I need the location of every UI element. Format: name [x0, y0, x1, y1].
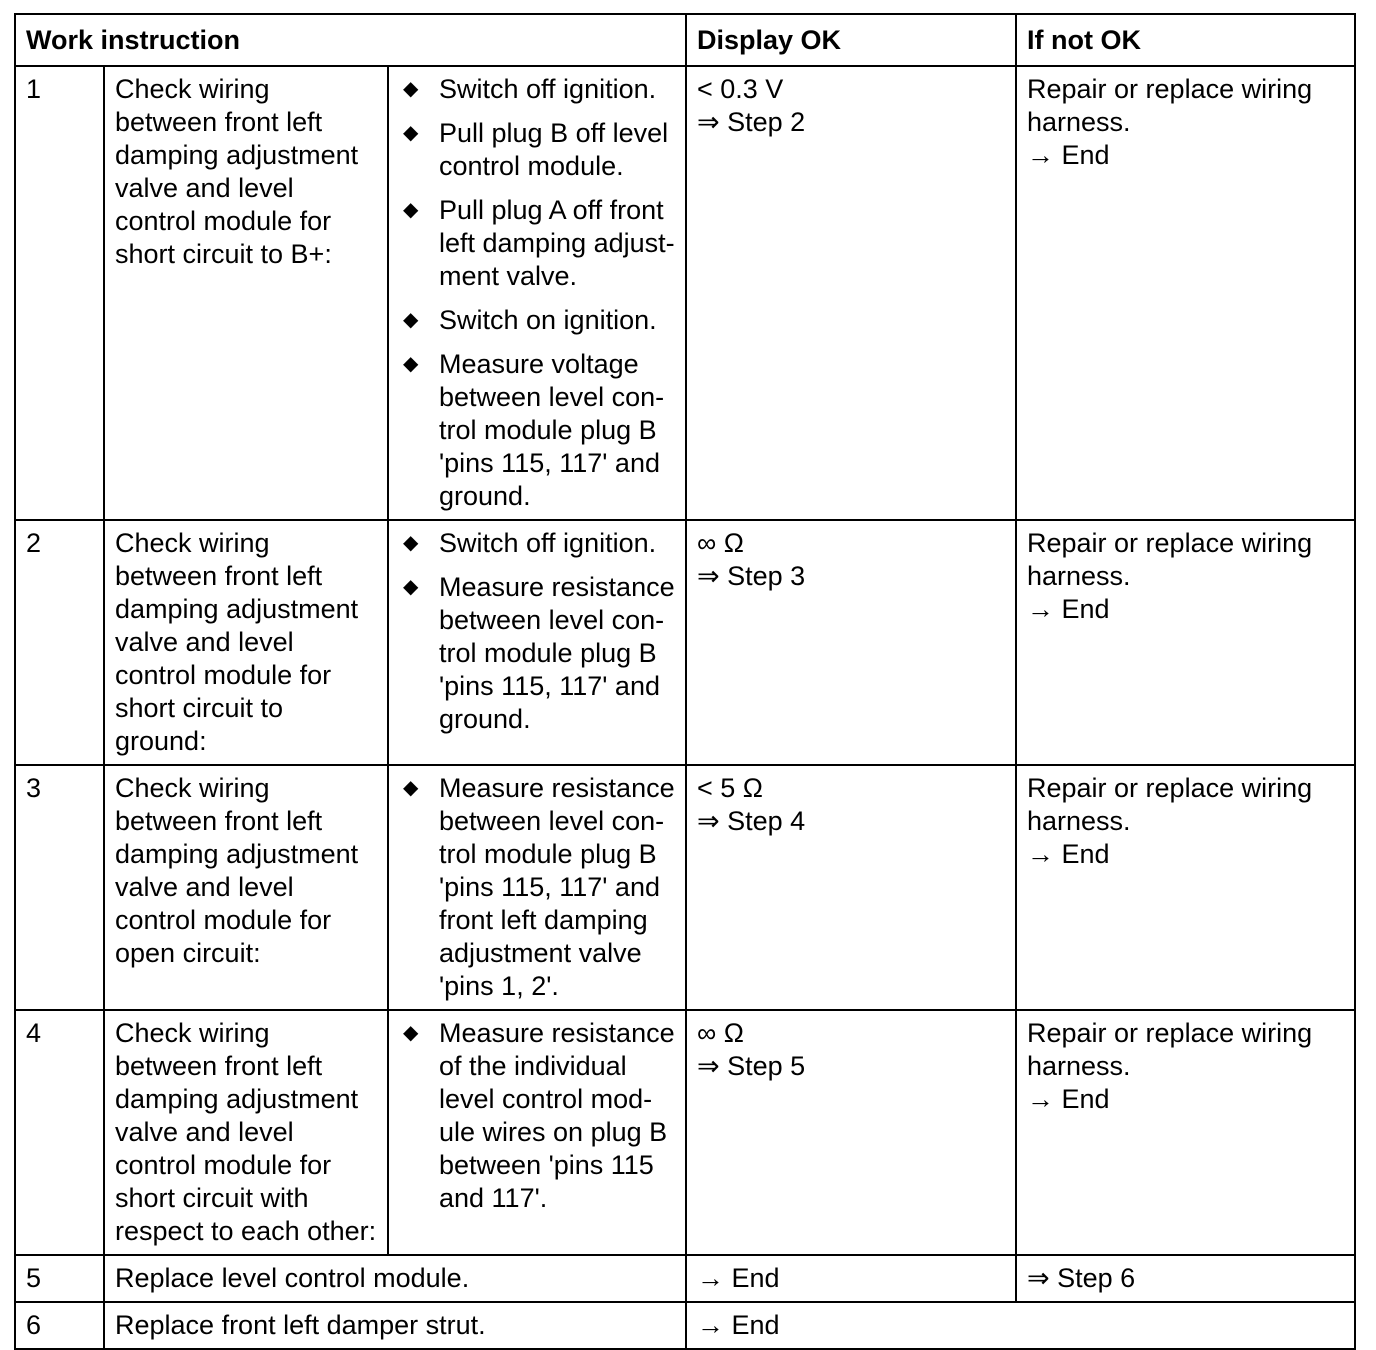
- diamond-bullet-icon: ◆: [403, 309, 419, 331]
- display-ok-next: ⇒ Step 2: [697, 107, 806, 137]
- diamond-bullet-icon: ◆: [403, 777, 419, 799]
- action-item: [399, 527, 675, 560]
- diamond-bullet-icon: ◆: [403, 353, 419, 375]
- step-description: Check wiring between front left damping adjustment valve and level control module for short circuit with respect to each other:: [104, 1010, 388, 1255]
- if-not-ok-next: → End: [1027, 594, 1110, 624]
- step-number: 3: [15, 765, 104, 1010]
- diamond-bullet-icon: ◆: [403, 576, 419, 598]
- table-row: [15, 765, 1355, 1010]
- step-description: Replace level control module.: [104, 1255, 686, 1302]
- if-not-ok-cell: [1016, 66, 1355, 520]
- display-ok-cell: [686, 1302, 1355, 1349]
- step-number: 2: [15, 520, 104, 765]
- if-not-ok-next: ⇒ Step 6: [1027, 1263, 1136, 1293]
- action-text: Pull plug A off front left damping adjust-ment valve.: [439, 195, 675, 291]
- step-description: Replace front left damper strut.: [104, 1302, 686, 1349]
- table-header-row: [15, 14, 1355, 66]
- if-not-ok-cell: [1016, 765, 1355, 1010]
- if-not-ok-cell: [1016, 1255, 1355, 1302]
- display-ok-value: ∞ Ω: [697, 528, 744, 558]
- action-list: [399, 73, 675, 513]
- display-ok-value: < 5 Ω: [697, 773, 763, 803]
- action-text: Measure resistance between level con-trol module plug B 'pins 115, 117' and front left damping adjustment valve 'pins 1, 2'.: [439, 773, 675, 1001]
- action-text: Switch off ignition.: [439, 528, 657, 558]
- display-ok-cell: [686, 1255, 1016, 1302]
- action-item: [399, 348, 675, 513]
- action-list: [399, 772, 675, 1003]
- step-number: 5: [15, 1255, 104, 1302]
- if-not-ok-next: → End: [1027, 140, 1110, 170]
- header-display-ok: Display OK: [686, 14, 1016, 66]
- display-ok-value: ∞ Ω: [697, 1018, 744, 1048]
- display-ok-next: ⇒ Step 5: [697, 1051, 806, 1081]
- step-number: 6: [15, 1302, 104, 1349]
- if-not-ok-action: Repair or replace wiring harness.: [1027, 773, 1313, 836]
- diamond-bullet-icon: ◆: [403, 1022, 419, 1044]
- step-number: 1: [15, 66, 104, 520]
- step-actions: [388, 520, 686, 765]
- diamond-bullet-icon: ◆: [403, 122, 419, 144]
- display-ok-cell: [686, 1010, 1016, 1255]
- action-item: [399, 117, 675, 183]
- action-text: Switch off ignition.: [439, 74, 657, 104]
- action-list: [399, 1017, 675, 1215]
- step-description: Check wiring between front left damping adjustment valve and level control module for open circuit:: [104, 765, 388, 1010]
- step-actions: [388, 66, 686, 520]
- if-not-ok-action: Repair or replace wiring harness.: [1027, 528, 1313, 591]
- action-item: [399, 194, 675, 293]
- action-list: [399, 527, 675, 736]
- table-row: [15, 520, 1355, 765]
- display-ok-next: ⇒ Step 3: [697, 561, 806, 591]
- if-not-ok-cell: [1016, 1010, 1355, 1255]
- diamond-bullet-icon: ◆: [403, 532, 419, 554]
- action-item: [399, 73, 675, 106]
- diamond-bullet-icon: ◆: [403, 199, 419, 221]
- step-actions: [388, 1010, 686, 1255]
- if-not-ok-cell: [1016, 520, 1355, 765]
- if-not-ok-action: Repair or replace wiring harness.: [1027, 74, 1313, 137]
- if-not-ok-next: → End: [1027, 839, 1110, 869]
- display-ok-value: < 0.3 V: [697, 74, 784, 104]
- table-row: [15, 66, 1355, 520]
- if-not-ok-next: → End: [1027, 1084, 1110, 1114]
- action-text: Measure resistance between level con-trol module plug B 'pins 115, 117' and ground.: [439, 572, 675, 734]
- work-instruction-table: [14, 13, 1356, 1350]
- display-ok-next: → End: [697, 1310, 780, 1340]
- step-number: 4: [15, 1010, 104, 1255]
- diamond-bullet-icon: ◆: [403, 78, 419, 100]
- display-ok-next: ⇒ Step 4: [697, 806, 806, 836]
- action-text: Measure voltage between level con-trol module plug B 'pins 115, 117' and ground.: [439, 349, 665, 511]
- header-if-not-ok: If not OK: [1016, 14, 1355, 66]
- display-ok-next: → End: [697, 1263, 780, 1293]
- action-text: Switch on ignition.: [439, 305, 657, 335]
- step-description: Check wiring between front left damping adjustment valve and level control module for short circuit to ground:: [104, 520, 388, 765]
- display-ok-cell: [686, 520, 1016, 765]
- if-not-ok-action: Repair or replace wiring harness.: [1027, 1018, 1313, 1081]
- display-ok-cell: [686, 765, 1016, 1010]
- action-item: [399, 1017, 675, 1215]
- header-work-instruction: Work instruction: [15, 14, 686, 66]
- step-actions: [388, 765, 686, 1010]
- display-ok-cell: [686, 66, 1016, 520]
- action-item: [399, 304, 675, 337]
- table-row: [15, 1255, 1355, 1302]
- action-item: [399, 772, 675, 1003]
- action-text: Pull plug B off level control module.: [439, 118, 669, 181]
- step-description: Check wiring between front left damping adjustment valve and level control module for short circuit to B+:: [104, 66, 388, 520]
- table-row: [15, 1302, 1355, 1349]
- action-text: Measure resistance of the individual level control mod-ule wires on plug B between 'pins 115 and 117'.: [439, 1018, 675, 1213]
- table-row: [15, 1010, 1355, 1255]
- action-item: [399, 571, 675, 736]
